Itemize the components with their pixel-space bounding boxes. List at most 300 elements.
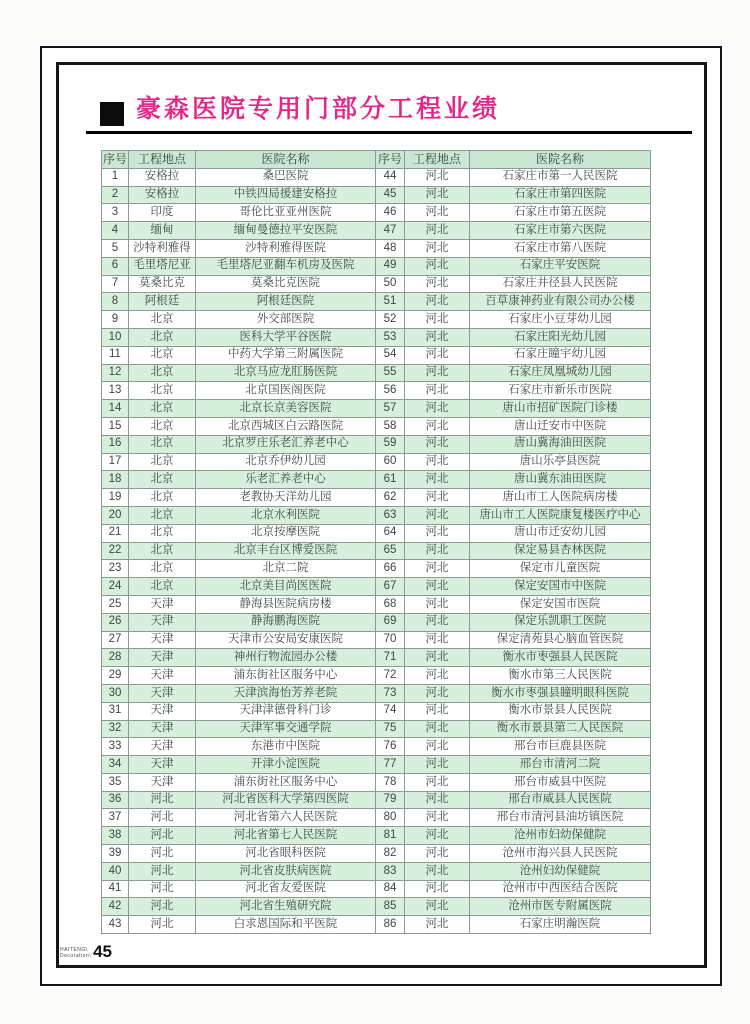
hospital-name-cell: 石家庄明瀚医院 [470,916,651,934]
hospital-name-cell: 唐山市招矿医院门诊楼 [470,400,651,418]
hospital-name-cell: 保定安国市医院 [470,595,651,613]
hospital-name-cell: 北京罗庄乐老汇养老中心 [196,435,376,453]
row-number-cell: 75 [376,720,405,738]
hospital-name-cell: 衡水市景县人民医院 [470,702,651,720]
hospital-name-cell: 北京长京美容医院 [196,400,376,418]
location-cell: 河北 [405,275,470,293]
row-number-cell: 20 [102,506,129,524]
table-row [102,560,651,578]
row-number-cell: 3 [102,204,129,222]
location-cell: 河北 [405,186,470,204]
table-row [102,738,651,756]
row-number-cell: 30 [102,684,129,702]
table-row [102,524,651,542]
table-row [102,364,651,382]
hospital-name-cell: 唐山市迁安幼儿园 [470,524,651,542]
hospital-name-cell: 保定安国市中医院 [470,578,651,596]
hospital-name-cell: 静海鹏海医院 [196,613,376,631]
row-number-cell: 21 [102,524,129,542]
hospital-name-cell: 石家庄市第一人民医院 [470,168,651,186]
table-row [102,756,651,774]
location-cell: 天津 [129,684,196,702]
hospital-name-cell: 唐山市工人医院病房楼 [470,489,651,507]
table-row [102,328,651,346]
row-number-cell: 67 [376,578,405,596]
row-number-cell: 50 [376,275,405,293]
hospital-name-cell: 衡水市枣强县瞳明眼科医院 [470,684,651,702]
row-number-cell: 4 [102,222,129,240]
hospital-name-cell: 哥伦比亚亚州医院 [196,204,376,222]
location-cell: 沙特利雅得 [129,239,196,257]
page-number: 45 [93,942,112,961]
location-cell: 毛里塔尼亚 [129,257,196,275]
location-cell: 河北 [405,862,470,880]
row-number-cell: 22 [102,542,129,560]
location-cell: 莫桑比克 [129,275,196,293]
location-cell: 天津 [129,667,196,685]
row-number-cell: 32 [102,720,129,738]
location-cell: 河北 [405,168,470,186]
row-number-cell: 45 [376,186,405,204]
table-row [102,667,651,685]
row-number-cell: 46 [376,204,405,222]
hospital-name-cell: 邢台市清河县油坊镇医院 [470,809,651,827]
hospital-name-cell: 唐山迁安市中医院 [470,417,651,435]
table-row [102,293,651,311]
row-number-cell: 72 [376,667,405,685]
row-number-cell: 27 [102,631,129,649]
projects-table-wrap [101,150,651,934]
hospital-name-cell: 沧州市妇幼保健院 [470,827,651,845]
table-row [102,578,651,596]
location-cell: 天津 [129,595,196,613]
table-row [102,204,651,222]
location-cell: 北京 [129,506,196,524]
hospital-name-cell: 静海县医院病房楼 [196,595,376,613]
row-number-cell: 85 [376,898,405,916]
hospital-name-cell: 石家庄小豆芽幼儿园 [470,311,651,329]
location-cell: 河北 [405,631,470,649]
location-cell: 河北 [405,827,470,845]
location-cell: 河北 [129,809,196,827]
column-header: 工程地点 [129,151,196,169]
location-cell: 天津 [129,720,196,738]
table-row [102,631,651,649]
table-body [102,168,651,933]
location-cell: 河北 [405,702,470,720]
hospital-name-cell: 阿根廷医院 [196,293,376,311]
column-header: 序号 [103,152,128,167]
row-number-cell: 41 [102,880,129,898]
row-number-cell: 60 [376,453,405,471]
hospital-name-cell: 石家庄瞳宇幼儿园 [470,346,651,364]
table-row [102,649,651,667]
location-cell: 北京 [129,382,196,400]
hospital-name-cell: 衡水市景县第二人民医院 [470,720,651,738]
row-number-cell: 57 [376,400,405,418]
location-cell: 北京 [129,453,196,471]
row-number-cell: 55 [376,364,405,382]
column-header: 医院名称 [196,151,376,169]
location-cell: 河北 [129,791,196,809]
location-cell: 河北 [405,506,470,524]
location-cell: 河北 [405,453,470,471]
location-cell: 河北 [405,222,470,240]
row-number-cell: 6 [102,257,129,275]
row-number-cell: 77 [376,756,405,774]
hospital-name-cell: 石家庄市第五医院 [470,204,651,222]
row-number-cell: 49 [376,257,405,275]
table-row [102,168,651,186]
column-header: 医院名称 [470,151,651,169]
hospital-name-cell: 河北省生殖研究院 [196,898,376,916]
row-number-cell: 83 [376,862,405,880]
hospital-name-cell: 衡水市枣强县人民医院 [470,649,651,667]
location-cell: 河北 [405,595,470,613]
row-number-cell: 26 [102,613,129,631]
hospital-name-cell: 邢台市清河二院 [470,756,651,774]
table-row [102,257,651,275]
location-cell: 北京 [129,364,196,382]
row-number-cell: 76 [376,738,405,756]
table-row [102,471,651,489]
row-number-cell: 1 [102,168,129,186]
table-row [102,898,651,916]
row-number-cell: 37 [102,809,129,827]
location-cell: 河北 [405,417,470,435]
hospital-name-cell: 神州行物流园办公楼 [196,649,376,667]
row-number-cell: 54 [376,346,405,364]
hospital-name-cell: 百草康神药业有限公司办公楼 [470,293,651,311]
location-cell: 河北 [405,239,470,257]
column-header: 序号 [376,151,405,169]
row-number-cell: 35 [102,773,129,791]
row-number-cell: 9 [102,311,129,329]
hospital-name-cell: 白求恩国际和平医院 [196,916,376,934]
hospital-name-cell: 石家庄市第四医院 [470,186,651,204]
hospital-name-cell: 毛里塔尼亚翻车机房及医院 [196,257,376,275]
location-cell: 河北 [405,489,470,507]
row-number-cell: 19 [102,489,129,507]
location-cell: 北京 [129,578,196,596]
hospital-name-cell: 北京按摩医院 [196,524,376,542]
hospital-name-cell: 河北省友爱医院 [196,880,376,898]
hospital-name-cell: 天津军事交通学院 [196,720,376,738]
table-row [102,773,651,791]
row-number-cell: 14 [102,400,129,418]
table-row [102,542,651,560]
location-cell: 天津 [129,773,196,791]
row-number-cell: 25 [102,595,129,613]
table-row [102,880,651,898]
row-number-cell: 29 [102,667,129,685]
hospital-name-cell: 浦东街社区服务中心 [196,773,376,791]
row-number-cell: 10 [102,328,129,346]
row-number-cell: 13 [102,382,129,400]
location-cell: 河北 [129,862,196,880]
location-cell: 北京 [129,489,196,507]
row-number-cell: 80 [376,809,405,827]
row-number-cell: 17 [102,453,129,471]
location-cell: 河北 [405,898,470,916]
location-cell: 安格拉 [129,186,196,204]
hospital-name-cell: 唐山市工人医院康复楼医疗中心 [470,506,651,524]
table-row [102,791,651,809]
row-number-cell: 74 [376,702,405,720]
row-number-cell: 70 [376,631,405,649]
location-cell: 北京 [129,524,196,542]
location-cell: 天津 [129,631,196,649]
table-row [102,845,651,863]
table-row [102,489,651,507]
table-row [102,595,651,613]
location-cell: 北京 [129,311,196,329]
row-number-cell: 65 [376,542,405,560]
table-row [102,346,651,364]
hospital-name-cell: 北京国医阁医院 [196,382,376,400]
location-cell: 河北 [405,720,470,738]
row-number-cell: 39 [102,845,129,863]
hospital-name-cell: 河北省第七人民医院 [196,827,376,845]
hospital-name-cell: 医科大学平谷医院 [196,328,376,346]
row-number-cell: 66 [376,560,405,578]
location-cell: 河北 [405,916,470,934]
hospital-name-cell: 石家庄市第六医院 [470,222,651,240]
row-number-cell: 18 [102,471,129,489]
row-number-cell: 79 [376,791,405,809]
location-cell: 河北 [405,471,470,489]
hospital-name-cell: 河北省皮肤病医院 [196,862,376,880]
location-cell: 河北 [405,382,470,400]
location-cell: 天津 [129,702,196,720]
table-row [102,702,651,720]
hospital-name-cell: 邢台市威县中医院 [470,773,651,791]
hospital-name-cell: 河北省第六人民医院 [196,809,376,827]
hospital-name-cell: 天津市公安局安康医院 [196,631,376,649]
square-bullet-icon [100,102,124,126]
hospital-name-cell: 保定乐凯职工医院 [470,613,651,631]
location-cell: 河北 [405,578,470,596]
row-number-cell: 11 [102,346,129,364]
footer-logo-text [60,947,91,959]
location-cell: 河北 [405,560,470,578]
row-number-cell: 71 [376,649,405,667]
hospital-name-cell: 保定易县杏林医院 [470,542,651,560]
hospital-name-cell: 天津滨海怡芳养老院 [196,684,376,702]
hospital-name-cell: 东港市中医院 [196,738,376,756]
location-cell: 河北 [405,524,470,542]
hospital-name-cell: 沙特利雅得医院 [196,239,376,257]
row-number-cell: 62 [376,489,405,507]
location-cell: 北京 [129,328,196,346]
column-header: 工程地点 [405,151,470,169]
row-number-cell: 7 [102,275,129,293]
location-cell: 河北 [129,880,196,898]
hospital-name-cell: 邢台市威县人民医院 [470,791,651,809]
row-number-cell: 59 [376,435,405,453]
location-cell: 河北 [405,542,470,560]
row-number-cell: 53 [376,328,405,346]
footer-logo-line1: HAITENG\ [60,947,88,954]
location-cell: 河北 [405,773,470,791]
location-cell: 河北 [405,311,470,329]
row-number-cell: 42 [102,898,129,916]
hospital-name-cell: 石家庄平安医院 [470,257,651,275]
location-cell: 河北 [405,346,470,364]
hospital-name-cell: 北京丰台区博爱医院 [196,542,376,560]
row-number-cell: 40 [102,862,129,880]
row-number-cell: 34 [102,756,129,774]
hospital-name-cell: 北京西城区白云路医院 [196,417,376,435]
hospital-name-cell: 唐山冀海油田医院 [470,435,651,453]
row-number-cell: 73 [376,684,405,702]
table-row [102,275,651,293]
location-cell: 北京 [129,542,196,560]
location-cell: 河北 [405,738,470,756]
location-cell: 河北 [405,613,470,631]
location-cell: 北京 [129,346,196,364]
hospital-name-cell: 唐山冀东油田医院 [470,471,651,489]
table-row [102,382,651,400]
row-number-cell: 78 [376,773,405,791]
table-row [102,186,651,204]
table-header-row [102,151,651,169]
row-number-cell: 63 [376,506,405,524]
hospital-name-cell: 乐老汇养老中心 [196,471,376,489]
location-cell: 河北 [129,916,196,934]
row-number-cell: 15 [102,417,129,435]
location-cell: 河北 [405,257,470,275]
table-row [102,720,651,738]
hospital-name-cell: 天津津德骨科门诊 [196,702,376,720]
table-row [102,916,651,934]
hospital-name-cell: 北京美目尚医医院 [196,578,376,596]
table-row [102,400,651,418]
row-number-cell: 16 [102,435,129,453]
location-cell: 北京 [129,435,196,453]
table-row [102,453,651,471]
table-row [102,506,651,524]
row-number-cell: 8 [102,293,129,311]
location-cell: 河北 [405,435,470,453]
location-cell: 河北 [405,364,470,382]
location-cell: 阿根廷 [129,293,196,311]
hospital-name-cell: 保定清苑县心脑血管医院 [470,631,651,649]
hospital-name-cell: 石家庄井径县人民医院 [470,275,651,293]
location-cell: 天津 [129,738,196,756]
page-title: 豪森医院专用门部分工程业绩 [136,95,501,123]
row-number-cell: 24 [102,578,129,596]
location-cell: 河北 [129,827,196,845]
location-cell: 天津 [129,756,196,774]
row-number-cell: 23 [102,560,129,578]
row-number-cell: 68 [376,595,405,613]
hospital-name-cell: 北京乔伊幼儿园 [196,453,376,471]
location-cell: 北京 [129,560,196,578]
hospital-name-cell: 唐山乐亭县医院 [470,453,651,471]
row-number-cell: 58 [376,417,405,435]
table-row [102,809,651,827]
location-cell: 河北 [405,649,470,667]
hospital-name-cell: 沧州妇幼保健院 [470,862,651,880]
row-number-cell: 28 [102,649,129,667]
row-number-cell: 84 [376,880,405,898]
hospital-name-cell: 衡水市第三人民医院 [470,667,651,685]
hospital-name-cell: 浦东街社区服务中心 [196,667,376,685]
location-cell: 河北 [129,845,196,863]
hospital-name-cell: 石家庄凤凰城幼儿园 [470,364,651,382]
hospital-name-cell: 石家庄市新乐市医院 [470,382,651,400]
location-cell: 河北 [405,791,470,809]
location-cell: 河北 [405,400,470,418]
location-cell: 北京 [129,471,196,489]
row-number-cell: 48 [376,239,405,257]
hospital-name-cell: 老教协天洋幼儿园 [196,489,376,507]
hospital-name-cell: 沧州市医专附属医院 [470,898,651,916]
table-row [102,827,651,845]
table-row [102,311,651,329]
hospital-name-cell: 外交部医院 [196,311,376,329]
hospital-name-cell: 河北省医科大学第四医院 [196,791,376,809]
location-cell: 河北 [405,756,470,774]
hospital-name-cell: 保定市儿童医院 [470,560,651,578]
table-row [102,862,651,880]
hospital-name-cell: 中药大学第三附属医院 [196,346,376,364]
table-row [102,222,651,240]
row-number-cell: 52 [376,311,405,329]
location-cell: 天津 [129,649,196,667]
location-cell: 河北 [405,845,470,863]
location-cell: 河北 [405,667,470,685]
row-number-cell: 33 [102,738,129,756]
hospital-name-cell: 石家庄市第八医院 [470,239,651,257]
table-row [102,684,651,702]
hospital-name-cell: 北京二院 [196,560,376,578]
location-cell: 安格拉 [129,168,196,186]
row-number-cell: 5 [102,239,129,257]
location-cell: 河北 [405,204,470,222]
table-row [102,417,651,435]
location-cell: 北京 [129,417,196,435]
row-number-cell: 31 [102,702,129,720]
location-cell: 河北 [405,809,470,827]
row-number-cell: 2 [102,186,129,204]
table-row [102,613,651,631]
row-number-cell: 43 [102,916,129,934]
row-number-cell: 61 [376,471,405,489]
location-cell: 河北 [405,684,470,702]
table-row [102,239,651,257]
row-number-cell: 69 [376,613,405,631]
row-number-cell: 86 [376,916,405,934]
row-number-cell: 12 [102,364,129,382]
row-number-cell: 56 [376,382,405,400]
row-number-cell: 64 [376,524,405,542]
hospital-name-cell: 开津小淀医院 [196,756,376,774]
row-number-cell: 38 [102,827,129,845]
hospital-name-cell: 石家庄阳光幼儿园 [470,328,651,346]
location-cell: 天津 [129,613,196,631]
row-number-cell: 44 [376,168,405,186]
location-cell: 缅甸 [129,222,196,240]
row-number-cell: 81 [376,827,405,845]
footer-logo [60,944,112,959]
row-number-cell: 36 [102,791,129,809]
row-number-cell: 47 [376,222,405,240]
hospital-name-cell: 沧州市海兴县人民医院 [470,845,651,863]
hospital-name-cell: 邢台市巨鹿县医院 [470,738,651,756]
hospital-name-cell: 桑巴医院 [196,168,376,186]
